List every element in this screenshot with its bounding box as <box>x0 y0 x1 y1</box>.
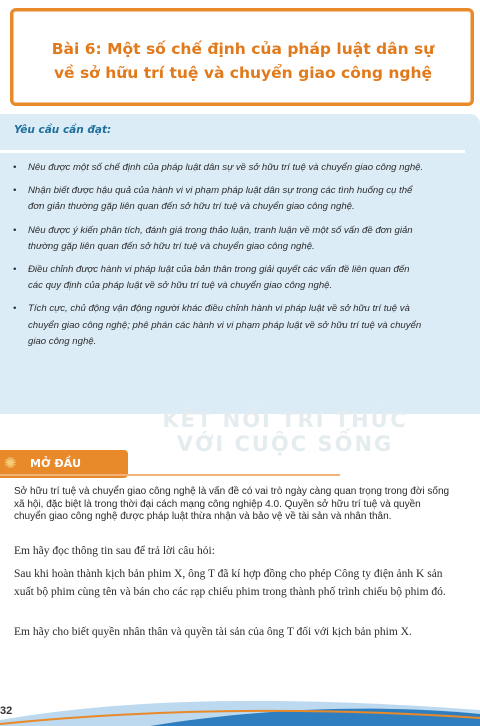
watermark-line-2: VỚI CUỘC SỐNG <box>176 432 394 456</box>
requirements-heading: Yêu cầu cần đạt: <box>14 124 112 136</box>
requirement-item <box>8 301 426 350</box>
page-number: 32 <box>0 705 13 717</box>
publisher-watermark <box>150 408 420 456</box>
intro-section-label: MỞ ĐẦU <box>30 457 82 470</box>
intro-paragraph: Sở hữu trí tuệ và chuyển giao công nghệ là vấn đề có vai trò ngày càng quan trọng trong đời sống xã hội, đặc biệt là trong thời đại cách mạng công nghiệp 4.0. Quyền sở hữu trí tuệ và quyền chuyển giao công nghệ được pháp luật thừa nhận và bảo vệ về tài sản và nhân thân. <box>14 486 450 522</box>
bullet-icon: • <box>13 303 17 315</box>
bullet-icon: • <box>13 185 17 197</box>
lightbulb-icon: ✺ <box>4 455 17 472</box>
requirement-item <box>8 223 426 255</box>
lesson-title-box <box>10 8 474 106</box>
lesson-title <box>31 37 455 85</box>
watermark-line-1: KẾT NỐI TRI THỨC <box>162 408 408 432</box>
intro-section-header <box>0 450 128 478</box>
lesson-title-line-2: về sở hữu trí tuệ và chuyển giao công nghệ <box>53 64 433 82</box>
case-story: Sau khi hoàn thành kịch bản phim X, ông T đã kí hợp đồng cho phép Công ty điện ảnh K sản xuất bộ phim cùng tên và bán cho các rạp chiếu phim trong thành phố trình chiếu bộ phim đó. <box>14 568 446 598</box>
requirement-item <box>8 160 426 176</box>
requirement-text: Nêu được ý kiến phân tích, đánh giá trong thảo luận, tranh luận về một số vấn đề đơn giản thường gặp liên quan đến sở hữu trí tuệ và chuyển giao công nghệ. <box>28 224 413 252</box>
case-question: Em hãy cho biết quyền nhân thân và quyền tài sản của ông T đối với kịch bản phim X. <box>14 626 412 638</box>
requirements-divider <box>0 150 465 153</box>
requirements-list <box>8 160 426 357</box>
requirement-item <box>8 262 426 294</box>
requirement-text: Điều chỉnh được hành vi pháp luật của bản thân trong giải quyết các vấn đề liên quan đến các quy định của pháp luật về sở hữu trí tuệ và chuyển giao công nghệ. <box>28 264 410 292</box>
requirement-text: Nêu được một số chế định của pháp luật dân sự về sở hữu trí tuệ và chuyển giao công nghệ. <box>28 162 424 173</box>
reading-prompt: Em hãy đọc thông tin sau để trả lời câu hỏi: <box>14 545 215 557</box>
bullet-icon: • <box>13 264 17 276</box>
footer-wave-decoration <box>0 690 480 726</box>
requirement-text: Nhận biết được hậu quả của hành vi vi phạm pháp luật dân sự trong các tình huống cụ thể đơn giản thường gặp liên quan đến sở hữu trí tuệ và chuyển giao công nghệ. <box>28 185 413 213</box>
requirement-text: Tích cực, chủ động vận động người khác điều chỉnh hành vi pháp luật về sở hữu trí tuệ và chuyển giao công nghệ; phê phán các hành vi vi phạm pháp luật về sở hữu trí tuệ và chuyển giao công nghệ. <box>28 303 422 347</box>
lesson-title-line-1: Bài 6: Một số chế định của pháp luật dân sự <box>51 40 435 58</box>
bullet-icon: • <box>13 224 17 236</box>
bullet-icon: • <box>13 162 17 173</box>
requirement-item <box>8 183 426 215</box>
